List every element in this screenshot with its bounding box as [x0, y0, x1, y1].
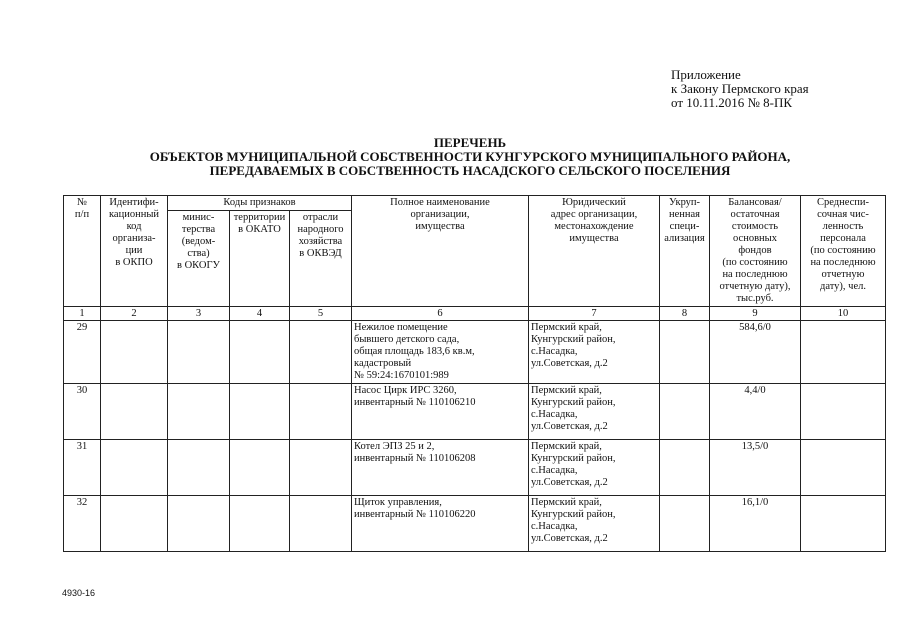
header-okved: отрасли народного хозяйства в ОКВЭД [290, 211, 352, 307]
row-okato [230, 384, 290, 440]
row-okato [230, 321, 290, 384]
column-number-row [64, 307, 886, 321]
row-address: Пермский край, Кунгурский район, с.Насадка, ул.Советская, д.2 [529, 384, 660, 440]
title-line: ОБЪЕКТОВ МУНИЦИПАЛЬНОЙ СОБСТВЕННОСТИ КУНГУРСКОГО МУНИЦИПАЛЬНОГО РАЙОНА, [149, 149, 791, 164]
row-balance: 584,6/0 [710, 321, 801, 384]
column-number: 8 [660, 307, 710, 321]
table-row [64, 321, 886, 384]
row-okogu [168, 321, 230, 384]
row-address: Пермский край, Кунгурский район, с.Насадка, ул.Советская, д.2 [529, 496, 660, 552]
column-number: 9 [710, 307, 801, 321]
row-specialization [660, 321, 710, 384]
row-name: Насос Цирк ИРС 3260, инвентарный № 110106210 [352, 384, 529, 440]
header-okato: территории в ОКАТО [230, 211, 290, 307]
row-num: 29 [64, 321, 101, 384]
row-staff [801, 496, 886, 552]
row-okved [290, 384, 352, 440]
row-okved [290, 496, 352, 552]
row-address: Пермский край, Кунгурский район, с.Насадка, ул.Советская, д.2 [529, 440, 660, 496]
appendix-line: от 10.11.2016 № 8-ПК [671, 95, 793, 110]
appendix-line: Приложение [671, 67, 741, 82]
document-code: 4930-16 [62, 588, 96, 598]
row-address: Пермский край, Кунгурский район, с.Насадка, ул.Советская, д.2 [529, 321, 660, 384]
header-okpo: Идентифи- кационный код организа- ции в ОКПО [101, 196, 168, 307]
row-okved [290, 440, 352, 496]
title-line: ПЕРЕДАВАЕМЫХ В СОБСТВЕННОСТЬ НАСАДСКОГО СЕЛЬСКОГО ПОСЕЛЕНИЯ [209, 163, 731, 178]
document-title [60, 136, 880, 178]
row-okpo [101, 321, 168, 384]
appendix-block [671, 68, 809, 110]
row-specialization [660, 440, 710, 496]
title-line: ПЕРЕЧЕНЬ [433, 135, 507, 150]
column-number: 5 [290, 307, 352, 321]
header-okogu: минис- терства (ведом- ства) в ОКОГУ [168, 211, 230, 307]
header-num: № п/п [64, 196, 101, 307]
row-okato [230, 440, 290, 496]
column-number: 4 [230, 307, 290, 321]
appendix-line: к Закону Пермского края [671, 81, 809, 96]
row-num: 31 [64, 440, 101, 496]
row-okato [230, 496, 290, 552]
row-okved [290, 321, 352, 384]
column-number: 7 [529, 307, 660, 321]
table-row [64, 440, 886, 496]
header-staff: Среднеспи- сочная чис- ленность персонала (по состоянию на последнюю отчетную дату), чел. [801, 196, 886, 307]
table-row [64, 384, 886, 440]
row-okpo [101, 384, 168, 440]
column-number: 3 [168, 307, 230, 321]
row-name: Котел ЭПЗ 25 и 2, инвентарный № 110106208 [352, 440, 529, 496]
column-number: 6 [352, 307, 529, 321]
row-okpo [101, 496, 168, 552]
row-balance: 4,4/0 [710, 384, 801, 440]
row-specialization [660, 496, 710, 552]
header-specialization: Укруп- ненная специ- ализация [660, 196, 710, 307]
column-number: 10 [801, 307, 886, 321]
row-name: Щиток управления, инвентарный № 110106220 [352, 496, 529, 552]
row-balance: 16,1/0 [710, 496, 801, 552]
row-okogu [168, 440, 230, 496]
row-num: 32 [64, 496, 101, 552]
row-staff [801, 384, 886, 440]
row-okogu [168, 496, 230, 552]
row-okpo [101, 440, 168, 496]
header-name: Полное наименование организации, имущества [352, 196, 529, 307]
row-specialization [660, 384, 710, 440]
header-address: Юридический адрес организации, местонахождение имущества [529, 196, 660, 307]
row-okogu [168, 384, 230, 440]
table-row [64, 496, 886, 552]
row-num: 30 [64, 384, 101, 440]
row-balance: 13,5/0 [710, 440, 801, 496]
property-table [63, 195, 886, 552]
row-name: Нежилое помещение бывшего детского сада, общая площадь 183,6 кв.м, кадастровый № 59:24:1670101:989 [352, 321, 529, 384]
column-number: 2 [101, 307, 168, 321]
row-staff [801, 321, 886, 384]
header-balance: Балансовая/ остаточная стоимость основных фондов (по состоянию на последнюю отчетную дату), тыс.руб. [710, 196, 801, 307]
column-number: 1 [64, 307, 101, 321]
row-staff [801, 440, 886, 496]
header-codes-group: Коды признаков [168, 196, 352, 211]
